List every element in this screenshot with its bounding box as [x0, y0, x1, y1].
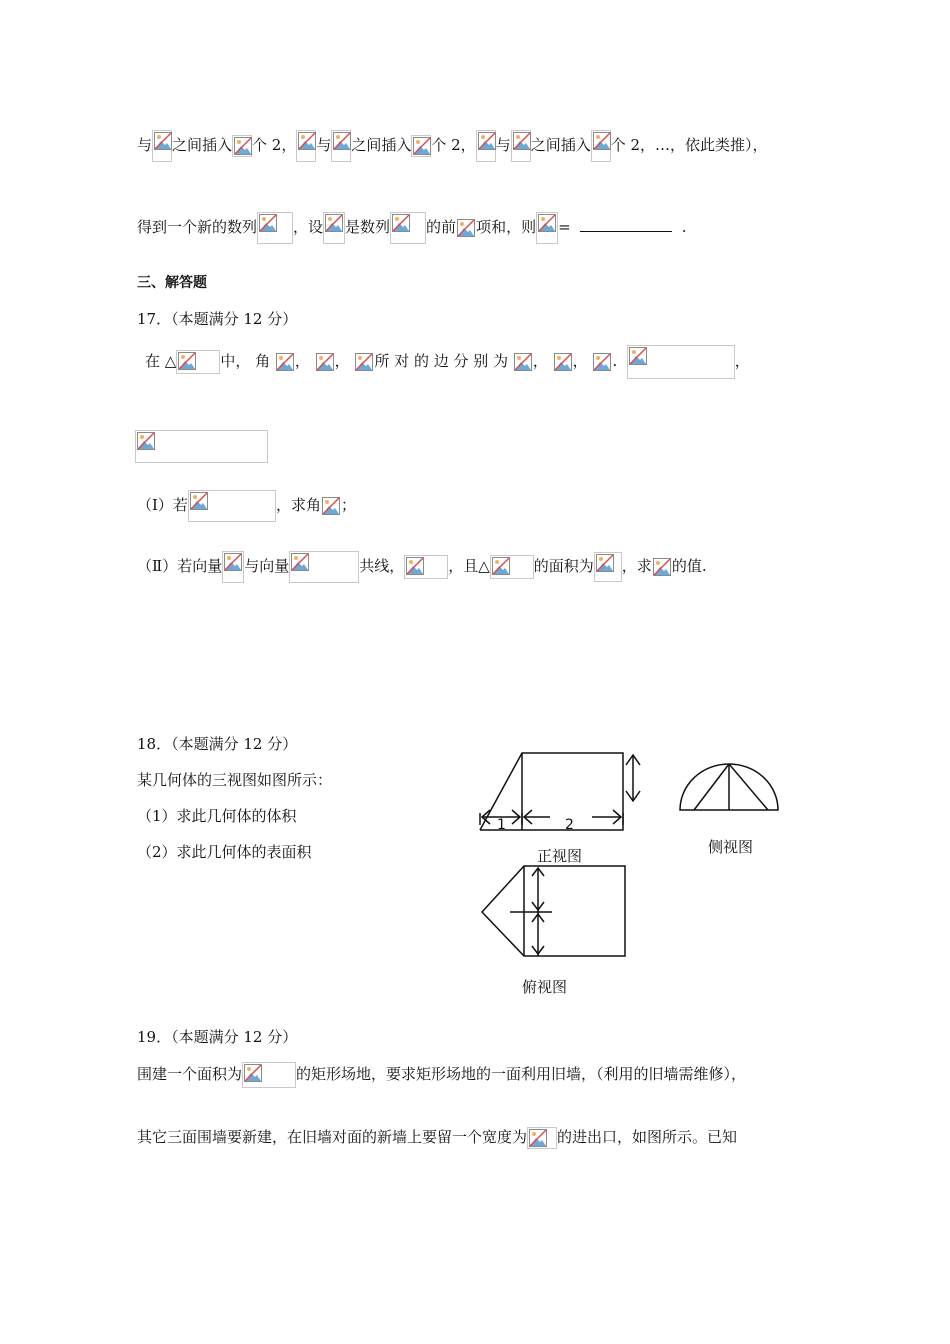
sequence-line-2 [137, 212, 687, 244]
side-view-figure [676, 758, 782, 818]
section-heading: 三、解答题 [137, 275, 207, 291]
formula-image-icon [513, 352, 533, 372]
q17-formula-line [135, 430, 268, 463]
formula-image-icon [331, 130, 351, 162]
formula-image-icon [627, 345, 735, 379]
text: 的值. [671, 557, 707, 575]
text: ， [334, 352, 350, 370]
formula-image-icon [511, 130, 531, 162]
text: 个 2，…，依此类推）， [610, 136, 768, 154]
formula-image-icon [476, 130, 496, 162]
text: （Ⅱ）若向量 [137, 557, 223, 575]
text: 项和，则 [476, 218, 537, 236]
answer-blank [580, 217, 672, 232]
q18-item-2: （2）求此几何体的表面积 [137, 843, 312, 861]
formula-image-icon [553, 352, 573, 372]
front-view-dim-right: 2 [565, 817, 574, 833]
formula-image-icon [354, 352, 374, 372]
formula-image-icon [411, 135, 431, 157]
period: . [681, 218, 687, 236]
q17-part-2 [137, 551, 707, 583]
q17-part-1 [137, 490, 356, 522]
formula-image-icon [152, 130, 172, 162]
text: 与 [495, 136, 511, 154]
formula-image-icon [536, 212, 558, 244]
text: 与 [316, 136, 332, 154]
text: 是数列 [345, 218, 391, 236]
top-view-caption: 俯视图 [522, 978, 568, 996]
text: 与 [137, 136, 153, 154]
text: 的前 [426, 218, 457, 236]
q18-intro: 某几何体的三视图如图所示： [137, 771, 333, 789]
equals: = [558, 218, 571, 236]
text: ，设 [293, 218, 324, 236]
formula-image-icon [456, 218, 476, 238]
formula-image-icon [289, 551, 359, 583]
text: 在 △ [145, 352, 177, 370]
formula-image-icon [275, 352, 295, 372]
text: ， [572, 352, 588, 370]
formula-image-icon [594, 552, 622, 582]
formula-image-icon [323, 212, 345, 244]
text: 的进出口，如图所示。已知 [557, 1128, 738, 1146]
front-view-caption: 正视图 [537, 847, 583, 865]
formula-image-icon [592, 352, 612, 372]
formula-image-icon [257, 212, 293, 244]
text: 个 2， [252, 136, 297, 154]
q19-header: 19．（本题满分 12 分） [137, 1028, 298, 1046]
q17-header: 17．（本题满分 12 分） [137, 310, 298, 328]
formula-image-icon [222, 551, 244, 583]
formula-image-icon [315, 352, 335, 372]
q18-item-1: （1）求此几何体的体积 [137, 807, 297, 825]
formula-image-icon [188, 490, 276, 522]
text: 与向量 [244, 557, 290, 575]
formula-image-icon [404, 555, 448, 579]
text: 个 2， [431, 136, 476, 154]
text: 的面积为 [533, 557, 594, 575]
text: ； [340, 496, 356, 514]
text: 其它三面围墙要新建，在旧墙对面的新墙上要留一个宽度为 [137, 1128, 528, 1146]
text: 围建一个面积为 [137, 1065, 243, 1083]
text: （Ⅰ）若 [137, 496, 188, 514]
side-view-caption: 侧视图 [708, 838, 754, 856]
text: 所 对 的 边 分 别 为 [374, 352, 509, 370]
text: 的矩形场地，要求矩形场地的一面利用旧墙，（利用的旧墙需维修）， [296, 1065, 747, 1083]
formula-image-icon [390, 212, 426, 244]
front-view-dim-left: 1 [497, 817, 506, 833]
text: 得到一个新的数列 [137, 218, 258, 236]
text: ， [734, 352, 750, 370]
q19-line-1 [137, 1062, 746, 1088]
formula-image-icon [591, 130, 611, 162]
top-view-figure [472, 860, 632, 960]
sequence-line-1 [137, 130, 768, 162]
text: 共线， [359, 557, 405, 575]
text: 之间插入 [351, 136, 412, 154]
text: 之间插入 [172, 136, 233, 154]
formula-image-icon [527, 1127, 557, 1149]
text: 中， 角 [220, 352, 271, 370]
formula-image-icon [135, 430, 268, 463]
text: ，且△ [448, 557, 490, 575]
text: ，求 [621, 557, 652, 575]
formula-image-icon [296, 130, 316, 162]
q18-header: 18．（本题满分 12 分） [137, 735, 298, 753]
formula-image-icon [242, 1062, 296, 1088]
formula-image-icon [232, 135, 252, 157]
q17-line-1 [145, 345, 750, 379]
formula-image-icon [652, 557, 672, 577]
formula-image-icon [176, 350, 220, 374]
text: ，求角 [275, 496, 321, 514]
text: ， [532, 352, 548, 370]
formula-image-icon [490, 555, 534, 579]
q19-line-2 [137, 1126, 737, 1149]
text: ， [294, 352, 310, 370]
text: . [612, 352, 618, 370]
formula-image-icon [321, 496, 341, 516]
text: 之间插入 [530, 136, 591, 154]
